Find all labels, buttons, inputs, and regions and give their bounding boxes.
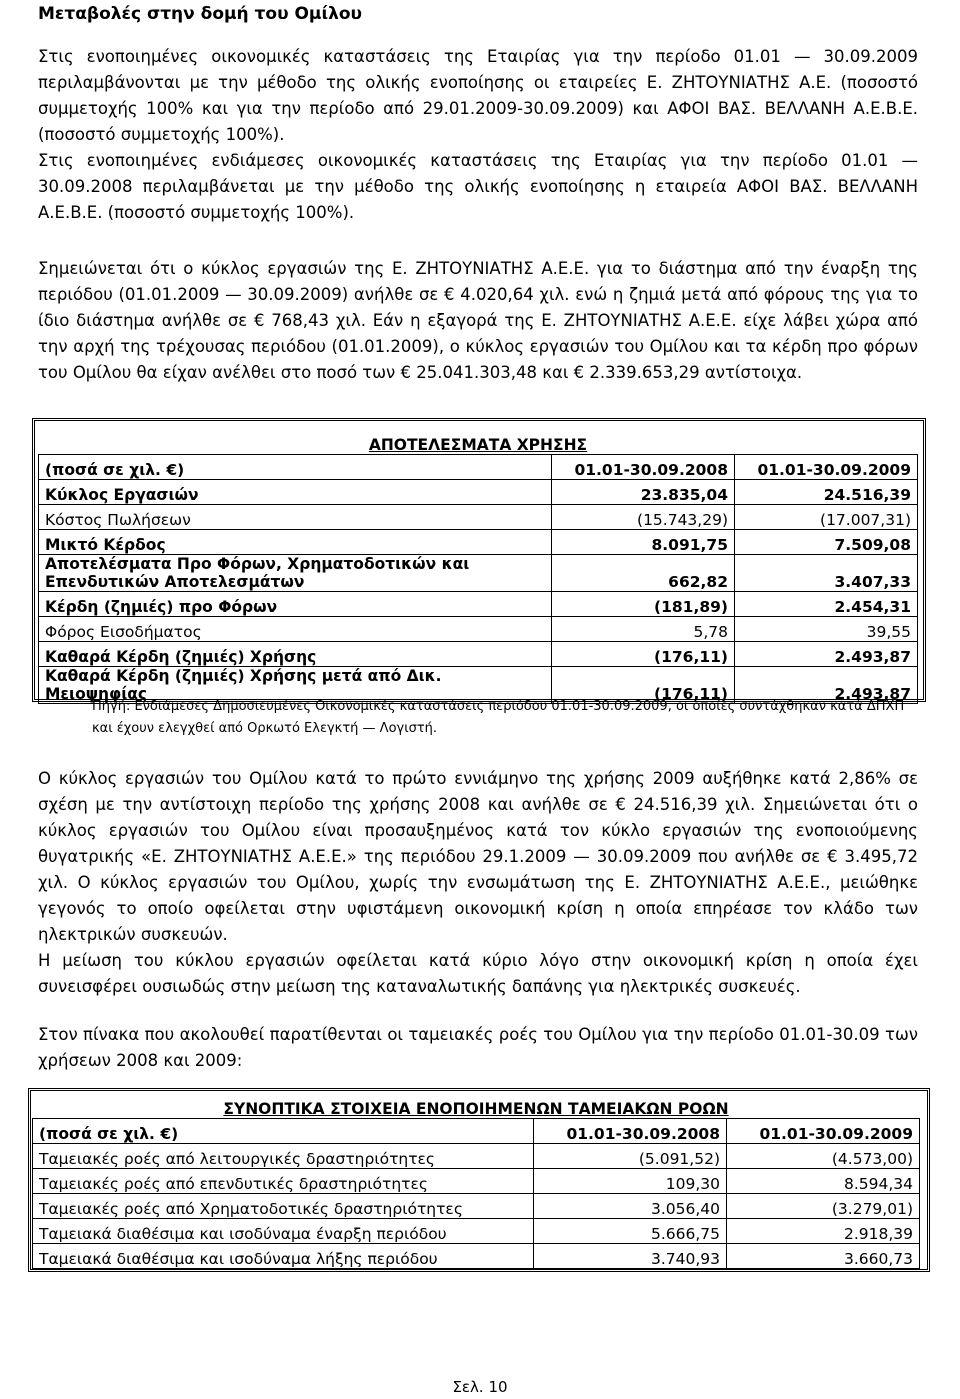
paragraph-text: Στις ενοποιημένες οικονομικές καταστάσεις της Εταιρίας για την περίοδο 01.01 — 30.09.2009 περιλαμβάνονται με την μέθοδο της ολικής ενοποίησης οι εταιρείες Ε. ΖΗΤΟΥΝΙΑΤΗΣ Α.Ε. (ποσοστό συμμετοχής 100% και για την περίοδο από 29.01.2009-30.09.2009) και ΑΦΟΙ ΒΑΣ. ΒΕΛΛΑΝΗ Α.Ε.Β.Ε. (ποσοστό συμμετοχής 100%). [38,47,918,144]
value-2008: 3.740,93 [534,1244,727,1269]
table-row [39,480,918,505]
table-row [39,505,918,530]
results-source-note: Πηγή: Ενδιάμεσες Δημοσιευμένες Οικονομικές καταστάσεις περιόδου 01.01-30.09.2009, οι οποίες συντάχθηκαν κατά ΔΠΧΠ και έχουν ελεγχθεί από Ορκωτό Ελεγκτή — Λογιστή. [92,699,905,736]
cash-table-body [33,1144,920,1269]
table-row [39,642,918,667]
value-2008: (181,89) [552,592,735,617]
value-2009: 24.516,39 [735,480,918,505]
paragraph-text: Ο κύκλος εργασιών του Ομίλου κατά το πρώτο εννιάμηνο της χρήσης 2009 αυξήθηκε κατά 2,86% σε σχέση με την αντίστοιχη περίοδο της χρήσης 2008 και ανήλθε σε € 24.516,39 χιλ. Σημειώνεται ότι ο κύκλος εργασιών του Ομίλου είναι προσαυξημένος κατά τον κύκλο εργασιών της ενοποιούμενης θυγατρικής «Ε. ΖΗΤΟΥΝΙΑΤΗΣ Α.Ε.Ε.» της περιόδου 29.1.2009 — 30.09.2009 που ανήλθε σε € 3.495,72 χιλ. Ο κύκλος εργασιών του Ομίλου, χωρίς την ενσωμάτωση της Ε. ΖΗΤΟΥΝΙΑΤΗΣ Α.Ε.Ε., μειώθηκε γεγονός το οποίο οφείλεται στην υφιστάμενη οικονομική κρίση η οποία επηρέασε τον κλάδο των ηλεκτρικών συσκευών. [38,769,918,944]
table-row [33,1144,920,1169]
table-header-row [33,1119,920,1144]
row-label: Καθαρά Κέρδη (ζημιές) Χρήσης μετά από Δικ. Μειοψηφίας [39,667,552,704]
cash-table [32,1094,920,1269]
value-2009: 8.594,34 [727,1169,920,1194]
header-2009: 01.01-30.09.2009 [735,455,918,480]
row-label: Καθαρά Κέρδη (ζημιές) Χρήσης [39,642,552,667]
value-2009: (4.573,00) [727,1144,920,1169]
paragraph-text: Στις ενοποιημένες ενδιάμεσες οικονομικές καταστάσεις της Εταιρίας για την περίοδο 01.01 — 30.09.2008 περιλαμβάνεται με την μέθοδο της ολικής ενοποίησης η εταιρεία ΑΦΟΙ ΒΑΣ. ΒΕΛΛΑΝΗ Α.Ε.Β.Ε. (ποσοστό συμμετοχής 100%). [38,151,918,222]
results-table-caption: ΑΠΟΤΕΛΕΣΜΑΤΑ ΧΡΗΣΗΣ [368,436,588,454]
value-2009: 2.493,87 [735,667,918,704]
header-2008: 01.01-30.09.2008 [552,455,735,480]
paragraph-turnover [38,766,918,948]
table-row [33,1219,920,1244]
value-2009: (3.279,01) [727,1194,920,1219]
paragraph-structure-2008 [38,148,918,226]
table-row [33,1244,920,1269]
header-amounts-label: (ποσά σε χιλ. €) [39,455,552,480]
value-2008: 23.835,04 [552,480,735,505]
paragraph-acquisition-note [38,256,918,386]
value-2008: 109,30 [534,1169,727,1194]
table-row [39,592,918,617]
cash-table-block [32,1094,920,1269]
section-heading: Μεταβολές στην δομή του Ομίλου [38,4,362,24]
value-2008: (15.743,29) [552,505,735,530]
value-2009: 3.660,73 [727,1244,920,1269]
table-caption-row [33,1094,920,1119]
table-row [39,530,918,555]
value-2009: 39,55 [735,617,918,642]
row-label: Ταμειακές ροές από επενδυτικές δραστηριότητες [33,1169,534,1194]
row-label: Ταμειακές ροές από Χρηματοδοτικές δραστηριότητες [33,1194,534,1219]
value-2008: (176,11) [552,667,735,704]
paragraph-decline [38,948,918,1000]
table-header-row [39,455,918,480]
table-row [33,1169,920,1194]
value-2008: (5.091,52) [534,1144,727,1169]
value-2009: (17.007,31) [735,505,918,530]
row-label: Ταμειακά διαθέσιμα και ισοδύναμα έναρξη περιόδου [33,1219,534,1244]
results-table-block [38,428,918,704]
paragraph-cash-intro [38,1022,918,1074]
value-2009: 3.407,33 [735,555,918,592]
row-label: Κέρδη (ζημιές) προ Φόρων [39,592,552,617]
header-2008: 01.01-30.09.2008 [534,1119,727,1144]
value-2008: 3.056,40 [534,1194,727,1219]
row-label: Κόστος Πωλήσεων [39,505,552,530]
row-label: Ταμειακά διαθέσιμα και ισοδύναμα λήξης περιόδου [33,1244,534,1269]
page-number: Σελ. 10 [452,1378,508,1396]
row-label: Αποτελέσματα Προ Φόρων, Χρηματοδοτικών και Επενδυτικών Αποτελεσμάτων [39,555,552,592]
table-row [33,1194,920,1219]
value-2008: 5,78 [552,617,735,642]
row-label: Κύκλος Εργασιών [39,480,552,505]
paragraph-text: Στον πίνακα που ακολουθεί παρατίθενται οι ταμειακές ροές του Ομίλου για την περίοδο 01.01-30.09 των χρήσεων 2008 και 2009: [38,1025,918,1070]
row-label: Μικτό Κέρδος [39,530,552,555]
value-2009: 2.454,31 [735,592,918,617]
row-label: Φόρος Εισοδήματος [39,617,552,642]
header-2009: 01.01-30.09.2009 [727,1119,920,1144]
value-2008: 5.666,75 [534,1219,727,1244]
value-2008: (176,11) [552,642,735,667]
paragraph-text: Σημειώνεται ότι ο κύκλος εργασιών της Ε. ΖΗΤΟΥΝΙΑΤΗΣ Α.Ε.Ε. για το διάστημα από την έναρξη της περιόδου (01.01.2009 — 30.09.2009) ανήλθε σε € 4.020,64 χιλ. ενώ η ζημιά μετά από φόρους της για το ίδιο διάστημα ανήλθε σε € 768,43 χιλ. Εάν η εξαγορά της Ε. ΖΗΤΟΥΝΙΑΤΗΣ Α.Ε.Ε. είχε λάβει χώρα από την αρχή της τρέχουσας περιόδου (01.01.2009), ο κύκλος εργασιών του Ομίλου και τα κέρδη προ φόρων του Ομίλου θα είχαν ανέλθει στο ποσό των € 25.041.303,48 και € 2.339.653,29 αντίστοιχα. [38,259,918,382]
value-2009: 2.493,87 [735,642,918,667]
value-2009: 7.509,08 [735,530,918,555]
paragraph-text: Η μείωση του κύκλου εργασιών οφείλεται κατά κύριο λόγο στην οικονομική κρίση η οποία έχει συνεισφέρει ουσιωδώς στην μείωση της καταναλωτικής δαπάνης για ηλεκτρικές συσκευές. [38,951,918,996]
cash-table-caption: ΣΥΝΟΠΤΙΚΑ ΣΤΟΙΧΕΙΑ ΕΝΟΠΟΙΗΜΕΝΩΝ ΤΑΜΕΙΑΚΩΝ ΡΟΩΝ [223,1100,729,1118]
paragraph-structure-2009 [38,44,918,148]
table-row [39,555,918,592]
results-table-body [39,480,918,704]
table-caption-row [39,428,918,455]
value-2008: 662,82 [552,555,735,592]
table-row [39,617,918,642]
value-2008: 8.091,75 [552,530,735,555]
row-label: Ταμειακές ροές από λειτουργικές δραστηριότητες [33,1144,534,1169]
header-amounts-label: (ποσά σε χιλ. €) [33,1119,534,1144]
value-2009: 2.918,39 [727,1219,920,1244]
results-table [38,428,918,704]
